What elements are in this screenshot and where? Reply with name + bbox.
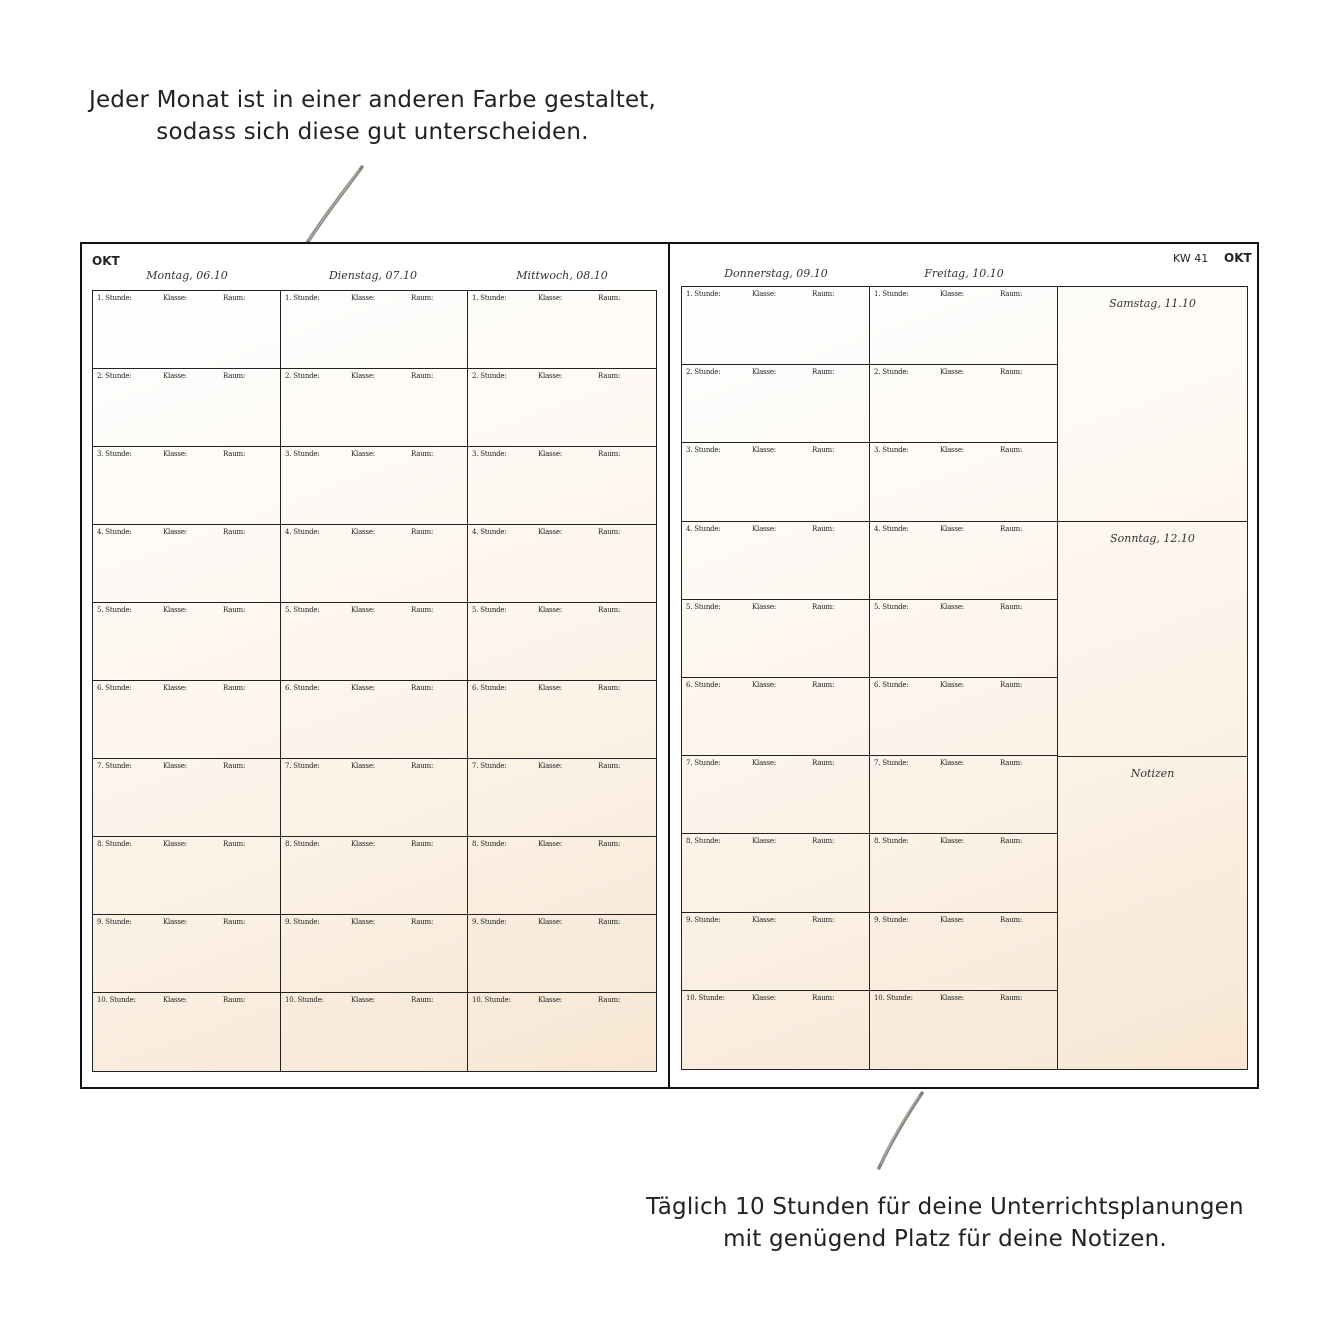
slot-class-label: Klasse: [163,606,187,614]
slot-class-label: Klasse: [351,684,375,692]
slot-class-label: Klasse: [538,762,562,770]
lesson-slot[interactable] [93,447,280,525]
slot-room-label: Raum: [812,915,835,924]
slot-room-label: Raum: [411,918,434,926]
slot-hour-label: 6. Stunde: [686,681,721,689]
lesson-slot[interactable] [682,991,869,1069]
slot-class-label: Klasse: [752,524,776,533]
slot-hour-label: 4. Stunde: [472,528,507,536]
slot-class-label: Klasse: [752,602,776,611]
slot-class-label: Klasse: [940,602,964,611]
slot-room-label: Raum: [223,840,246,848]
lesson-slot[interactable] [281,525,467,603]
side-column [1058,287,1247,1069]
slot-room-label: Raum: [223,918,246,926]
slot-room-label: Raum: [411,606,434,614]
slot-hour-label: 10. Stunde: [97,996,136,1004]
day-header: Donnerstag, 09.10 [724,267,828,280]
slot-room-label: Raum: [812,993,835,1002]
slot-class-label: Klasse: [538,606,562,614]
slot-class-label: Klasse: [163,918,187,926]
slot-room-label: Raum: [598,294,621,302]
slot-hour-label: 4. Stunde: [874,524,909,533]
section-sunday [1058,522,1247,757]
slot-class-label: Klasse: [752,446,776,455]
slot-hour-label: 3. Stunde: [472,450,507,458]
slot-room-label: Raum: [411,840,434,848]
slot-room-label: Raum: [812,290,835,298]
slot-hour-label: 9. Stunde: [97,918,132,926]
slot-room-label: Raum: [223,996,246,1004]
slot-hour-label: 9. Stunde: [285,918,320,926]
slot-room-label: Raum: [223,372,246,380]
slot-room-label: Raum: [598,372,621,380]
slot-hour-label: 2. Stunde: [285,372,320,380]
lesson-slot[interactable] [468,291,656,369]
slot-class-label: Klasse: [163,372,187,380]
slot-hour-label: 2. Stunde: [686,368,721,377]
slot-room-label: Raum: [812,368,835,377]
lesson-slot[interactable] [870,678,1057,756]
slot-room-label: Raum: [411,528,434,536]
lesson-slot[interactable] [682,443,869,521]
day-header: Montag, 06.10 [146,269,228,282]
slot-hour-label: 4. Stunde: [686,524,721,533]
caption-line: mit genügend Platz für deine Notizen. [723,1226,1167,1252]
slot-room-label: Raum: [411,450,434,458]
slot-class-label: Klasse: [538,840,562,848]
slot-room-label: Raum: [598,450,621,458]
lesson-slot[interactable] [682,756,869,834]
slot-room-label: Raum: [411,762,434,770]
slot-class-label: Klasse: [351,918,375,926]
lesson-slot[interactable] [93,291,280,369]
slot-hour-label: 3. Stunde: [686,446,721,455]
slot-hour-label: 7. Stunde: [97,762,132,770]
lesson-slot[interactable] [468,603,656,681]
slot-room-label: Raum: [812,837,835,846]
slot-hour-label: 10. Stunde: [285,996,324,1004]
lesson-slot[interactable] [682,600,869,678]
slot-hour-label: 3. Stunde: [97,450,132,458]
slot-hour-label: 9. Stunde: [874,915,909,924]
slot-hour-label: 8. Stunde: [874,837,909,846]
slot-class-label: Klasse: [752,993,776,1002]
slot-hour-label: 9. Stunde: [686,915,721,924]
lesson-slot[interactable] [870,287,1057,365]
slot-room-label: Raum: [812,759,835,768]
month-label: OKT [1224,251,1252,265]
slot-class-label: Klasse: [940,759,964,768]
lesson-slot[interactable] [93,525,280,603]
slot-room-label: Raum: [411,294,434,302]
lesson-slot[interactable] [281,837,467,915]
slot-hour-label: 1. Stunde: [874,290,909,298]
slot-class-label: Klasse: [351,372,375,380]
slot-hour-label: 7. Stunde: [472,762,507,770]
slot-hour-label: 5. Stunde: [874,602,909,611]
slot-hour-label: 1. Stunde: [97,294,132,302]
slot-class-label: Klasse: [351,840,375,848]
slot-hour-label: 7. Stunde: [686,759,721,768]
planner-page-right [668,242,1259,1089]
lesson-slot[interactable] [468,369,656,447]
lesson-slot[interactable] [468,447,656,525]
pointer-stroke-bottom [879,1093,922,1168]
slot-class-label: Klasse: [163,450,187,458]
slot-hour-label: 8. Stunde: [285,840,320,848]
slot-hour-label: 1. Stunde: [686,290,721,298]
schedule-grid-right [681,286,1248,1070]
slot-room-label: Raum: [223,294,246,302]
lesson-slot[interactable] [93,993,280,1071]
lesson-slot[interactable] [281,291,467,369]
slot-hour-label: 5. Stunde: [285,606,320,614]
lesson-slot[interactable] [870,365,1057,443]
lesson-slot[interactable] [93,681,280,759]
lesson-slot[interactable] [93,837,280,915]
day-column-thursday [682,287,870,1069]
slot-hour-label: 2. Stunde: [874,368,909,377]
slot-class-label: Klasse: [538,996,562,1004]
slot-room-label: Raum: [598,840,621,848]
slot-class-label: Klasse: [538,684,562,692]
slot-class-label: Klasse: [351,762,375,770]
lesson-slot[interactable] [468,915,656,993]
slot-class-label: Klasse: [940,446,964,455]
day-column-friday [870,287,1058,1069]
slot-room-label: Raum: [1000,368,1023,377]
slot-class-label: Klasse: [163,684,187,692]
slot-class-label: Klasse: [752,368,776,377]
slot-hour-label: 6. Stunde: [472,684,507,692]
lesson-slot[interactable] [281,447,467,525]
slot-room-label: Raum: [411,684,434,692]
slot-room-label: Raum: [223,528,246,536]
slot-class-label: Klasse: [351,606,375,614]
slot-class-label: Klasse: [940,993,964,1002]
slot-class-label: Klasse: [163,294,187,302]
slot-room-label: Raum: [598,996,621,1004]
lesson-slot[interactable] [682,287,869,365]
lesson-slot[interactable] [281,915,467,993]
lesson-slot[interactable] [870,913,1057,991]
lesson-slot[interactable] [281,759,467,837]
slot-room-label: Raum: [812,446,835,455]
slot-hour-label: 2. Stunde: [472,372,507,380]
lesson-slot[interactable] [870,443,1057,521]
slot-hour-label: 4. Stunde: [97,528,132,536]
slot-class-label: Klasse: [752,915,776,924]
slot-room-label: Raum: [598,918,621,926]
slot-room-label: Raum: [812,602,835,611]
slot-hour-label: 3. Stunde: [874,446,909,455]
slot-class-label: Klasse: [752,290,776,298]
slot-hour-label: 9. Stunde: [472,918,507,926]
lesson-slot[interactable] [682,678,869,756]
slot-class-label: Klasse: [351,528,375,536]
slot-room-label: Raum: [223,762,246,770]
day-column-wednesday [468,291,656,1071]
slot-hour-label: 10. Stunde: [874,993,913,1002]
slot-class-label: Klasse: [538,294,562,302]
section-notes [1058,757,1247,1069]
slot-room-label: Raum: [1000,524,1023,533]
lesson-slot[interactable] [468,681,656,759]
lesson-slot[interactable] [682,834,869,912]
slot-room-label: Raum: [812,524,835,533]
lesson-slot[interactable] [870,834,1057,912]
slot-room-label: Raum: [1000,993,1023,1002]
lesson-slot[interactable] [468,759,656,837]
slot-hour-label: 5. Stunde: [472,606,507,614]
slot-class-label: Klasse: [752,837,776,846]
day-header: Freitag, 10.10 [924,267,1004,280]
slot-hour-label: 7. Stunde: [874,759,909,768]
lesson-slot[interactable] [93,759,280,837]
slot-hour-label: 6. Stunde: [285,684,320,692]
slot-class-label: Klasse: [538,918,562,926]
slot-hour-label: 8. Stunde: [686,837,721,846]
slot-room-label: Raum: [598,606,621,614]
slot-room-label: Raum: [1000,446,1023,455]
caption-line: Jeder Monat ist in einer anderen Farbe gestaltet, [88,87,657,113]
slot-class-label: Klasse: [351,450,375,458]
lesson-slot[interactable] [281,603,467,681]
lesson-slot[interactable] [93,603,280,681]
slot-class-label: Klasse: [940,837,964,846]
slot-class-label: Klasse: [940,368,964,377]
day-header: Mittwoch, 08.10 [516,269,608,282]
slot-class-label: Klasse: [538,372,562,380]
slot-hour-label: 3. Stunde: [285,450,320,458]
slot-room-label: Raum: [1000,915,1023,924]
slot-room-label: Raum: [598,684,621,692]
slot-room-label: Raum: [812,681,835,689]
schedule-grid-left [92,290,657,1072]
slot-room-label: Raum: [411,996,434,1004]
lesson-slot[interactable] [468,525,656,603]
slot-hour-label: 1. Stunde: [285,294,320,302]
slot-class-label: Klasse: [940,915,964,924]
slot-hour-label: 5. Stunde: [686,602,721,611]
lesson-slot[interactable] [870,600,1057,678]
lesson-slot[interactable] [870,991,1057,1069]
caption-line: Täglich 10 Stunden für deine Unterrichtsplanungen [646,1194,1244,1220]
slot-class-label: Klasse: [752,759,776,768]
day-column-tuesday [281,291,468,1071]
lesson-slot[interactable] [682,522,869,600]
slot-hour-label: 2. Stunde: [97,372,132,380]
slot-hour-label: 1. Stunde: [472,294,507,302]
slot-class-label: Klasse: [538,528,562,536]
caption-line: sodass sich diese gut unterscheiden. [156,119,589,145]
lesson-slot[interactable] [281,993,467,1071]
lesson-slot[interactable] [682,365,869,443]
lesson-slot[interactable] [870,756,1057,834]
slot-class-label: Klasse: [538,450,562,458]
lesson-slot[interactable] [281,681,467,759]
slot-room-label: Raum: [598,528,621,536]
lesson-slot[interactable] [682,913,869,991]
slot-room-label: Raum: [1000,837,1023,846]
slot-room-label: Raum: [1000,602,1023,611]
slot-hour-label: 4. Stunde: [285,528,320,536]
slot-room-label: Raum: [598,762,621,770]
pointer-stroke-top-fray [309,170,359,240]
slot-hour-label: 6. Stunde: [874,681,909,689]
lesson-slot[interactable] [468,837,656,915]
slot-room-label: Raum: [223,606,246,614]
slot-class-label: Klasse: [163,528,187,536]
slot-room-label: Raum: [223,450,246,458]
slot-room-label: Raum: [1000,681,1023,689]
section-saturday [1058,287,1247,522]
month-label: OKT [92,254,120,268]
slot-class-label: Klasse: [351,996,375,1004]
planner-page-left [80,242,670,1089]
slot-room-label: Raum: [1000,759,1023,768]
section-title: Notizen [1130,767,1175,780]
slot-room-label: Raum: [223,684,246,692]
slot-class-label: Klasse: [940,290,964,298]
lesson-slot[interactable] [93,915,280,993]
slot-hour-label: 8. Stunde: [97,840,132,848]
lesson-slot[interactable] [281,369,467,447]
slot-class-label: Klasse: [940,681,964,689]
slot-class-label: Klasse: [351,294,375,302]
calendar-week-label: KW 41 [1173,252,1209,265]
day-header: Dienstag, 07.10 [328,269,418,282]
day-column-monday [93,291,281,1071]
slot-hour-label: 6. Stunde: [97,684,132,692]
lesson-slot[interactable] [468,993,656,1071]
lesson-slot[interactable] [93,369,280,447]
slot-class-label: Klasse: [940,524,964,533]
slot-hour-label: 5. Stunde: [97,606,132,614]
slot-class-label: Klasse: [752,681,776,689]
slot-hour-label: 10. Stunde: [472,996,511,1004]
slot-class-label: Klasse: [163,840,187,848]
section-title: Sonntag, 12.10 [1110,532,1195,545]
slot-class-label: Klasse: [163,762,187,770]
slot-hour-label: 8. Stunde: [472,840,507,848]
slot-room-label: Raum: [411,372,434,380]
slot-hour-label: 7. Stunde: [285,762,320,770]
slot-class-label: Klasse: [163,996,187,1004]
slot-hour-label: 10. Stunde: [686,993,725,1002]
lesson-slot[interactable] [870,522,1057,600]
section-title: Samstag, 11.10 [1109,297,1196,310]
slot-room-label: Raum: [1000,290,1023,298]
